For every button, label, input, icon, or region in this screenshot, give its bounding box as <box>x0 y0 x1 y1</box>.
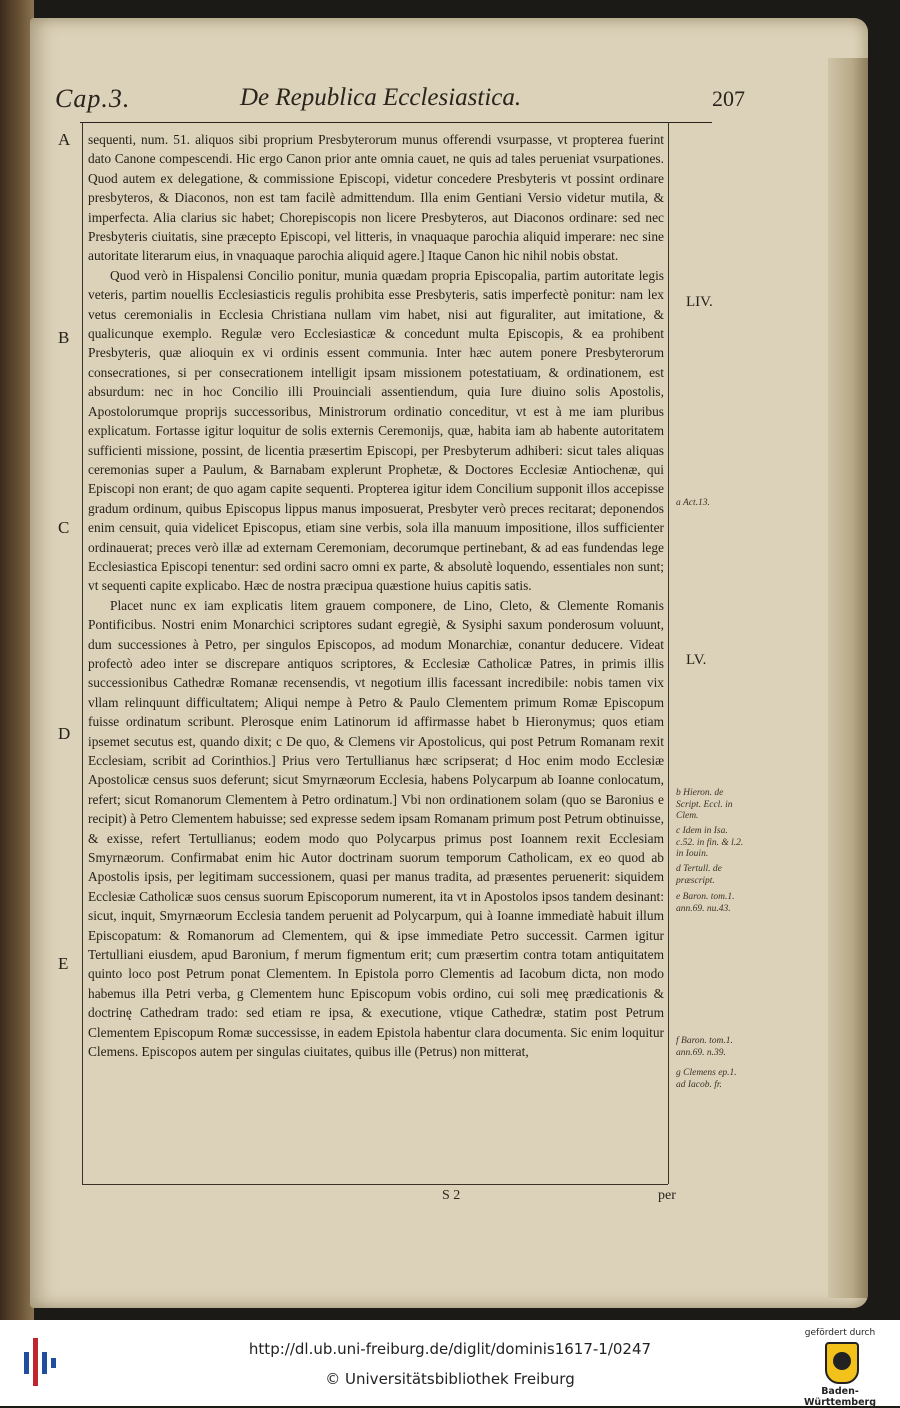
permalink-url[interactable]: http://dl.ub.uni-freiburg.de/diglit/dominis1617-1/0247 <box>248 1340 652 1358</box>
side-note-b: b Hieron. de Script. Eccl. in Clem. <box>676 788 733 821</box>
margin-number-liv: LIV. <box>686 294 713 310</box>
header-rule <box>80 122 712 123</box>
side-note-f: f Baron. tom.1. ann.69. n.39. <box>676 1036 733 1058</box>
section-letter-c: C <box>58 518 70 537</box>
side-note-a: a Act.13. <box>676 498 710 508</box>
footer-rule <box>82 1184 668 1185</box>
paragraph-3: Placet nunc ex iam explicatis litem grauem componere, de Lino, Cleto, & Clemente Romanis Pontificibus. Nostri enim Monarchici scriptores sudant egregiè, & Sysiphi saxum ponderosum voluunt, dum successiones à Petro, per singulos Episcopos, ad modum Monarchiæ, conantur deducere. Videat profectò adeo inter se discrepare antiquos scriptores, & Ecclesiæ Catholicæ Patres, in primis illis successionibus Cathedræ Romanæ recensendis, vt negotium illis facessant incredibile: nobis tamen vix vllam relinquunt difficultatem; Aliqui nempe à Petro & Paulo Clementem primum Romæ Episcopum fuisse ordinatum scribunt. Plerosque enim Latinorum id affirmasse habet b Hieronymus; quos etiam ipsemet secutus est, quando dixit; c De quo, & Clemens vir Apostolicus, qui post Petrum Romanam rexit Ecclesiam, scribit ad Corinthios.] Prius vero Tertullianus hæc scripserat; d Hoc enim modo Ecclesiæ Apostolicæ census suos deferunt; sicut Smyrnæorum Ecclesia, habens Polycarpum ab Ioanne conlocatum, refert; sicut Romanorum Clementem à Petro ordinatum.] Vbi non ordinationem solam (quo se Baronius e recipit) à Petro Clementem habuisse; sed expresse sedem ipsam Romanam primum post Petrum obtinuisse, & exisse, refert Tertullianus; eodem modo quo Polycarpus primus post Ioannem rexit Ecclesiam Smyrnæorum. Confirmabat enim hic Autor doctrinam suorum temporum Catholicam, ex eo quod ab Apostolis ipsis, per legitimam successionem, quasi per manus tradita, ad præsentes peruenerit: siquidem Ecclesiæ Catholicæ suos census suorum Episcoporum numerent, ita vt in Apostolos ipsos tandem desinant: sicut, inquit, Smyrnæorum Ecclesia tandem peruenit ad Polycarpum, qui à Ioanne immediatè habuit illum Episcopatum: & Romanorum ad Clementem, qui & ipse immediate Petro successit. Carmen igitur Tertulliani eiusdem, apud Baronium, f merum figmentum erit; cum præsertim contra totam antiquitatem quinto loco post Petrum ponat Clementem. In Epistola porro Clementis ad Iacobum dicta, non modo habemus illa Petri verba, g Clementem hunc Episcopum vobis ordino, cui soli meę prædicationis & doctrinę Cathedram trado: sed etiam re ipsa, & executione, vtique Cathedræ, statim post Petrum Clementem Episcopum Romæ successisse, in eadem Epistola habentur clara documenta. Sic enim loquitur Clemens. Episcopos autem per singulas ciuitates, quibus ille (Petrus) non mitterat, <box>88 597 664 1060</box>
book-spine <box>0 0 34 1320</box>
paragraph-1: sequenti, num. 51. aliquos sibi proprium Presbyterorum munus offerendi vsurpasse, vt propterea fuerint dato Canone compescendi. Hic ergo Canon prior ante omnia cauet, ne quis ad tales perueniat vsurpationes. Quod autem ex delegatione, & commissione Episcopi, videtur concedere Presbyteris vt possint ordinare presbyteros, & Diaconos, non est tam facilè admittendum. Illa enim Gentiani Versio videtur mutila, & imperfecta. Alia clarius sic habet; Chorepiscopis non licere Presbyteros, aut Diaconos ordinare: sed nec Presbyteris ciuitatis, sine præcepto Episcopi, vel litteris, in vnaquaque parochia aliquid imperare: nec sine autoritate literarum eius, in vnaquaque parochia aliquid agere.] Itaque Canon hic nihil nobis obstat. <box>88 132 664 264</box>
margin-number-lv: LV. <box>686 652 707 668</box>
side-note-c: c Idem in Isa. c.52. in fin. & l.2. in Iouin. <box>676 826 744 859</box>
viewer-footer <box>0 1320 900 1406</box>
catchword: per <box>658 1188 676 1203</box>
section-letter-b: B <box>58 328 70 347</box>
signature-mark: S 2 <box>442 1188 461 1203</box>
running-title: De Republica Ecclesiastica. <box>240 84 522 111</box>
section-letter-a: A <box>58 130 71 149</box>
section-letter-d: D <box>58 724 71 743</box>
sponsor-logo <box>790 1328 890 1408</box>
copyright-text: © Universitätsbibliothek Freiburg <box>325 1370 575 1388</box>
sponsor-label: gefördert durch <box>804 1328 876 1338</box>
lion-icon <box>833 1352 851 1370</box>
chapter-label: Cap.3. <box>55 84 131 113</box>
page-number: 207 <box>712 86 745 111</box>
crest-icon <box>825 1342 859 1384</box>
sponsor-name: Baden-Württemberg <box>803 1386 877 1408</box>
book-page <box>30 18 868 1308</box>
text-frame-right <box>668 122 669 1184</box>
running-header <box>55 84 745 118</box>
side-note-d: d Tertull. de præscript. <box>676 864 722 886</box>
section-letter-e: E <box>58 954 69 973</box>
page-edge <box>828 58 868 1298</box>
logo-bar-blue-3 <box>51 1358 56 1368</box>
side-note-e: e Baron. tom.1. ann.69. nu.43. <box>676 892 735 914</box>
side-note-g: g Clemens ep.1. ad Iacob. fr. <box>676 1068 737 1090</box>
body-text <box>88 130 664 1062</box>
paragraph-2: Quod verò in Hispalensi Concilio ponitur, munia quædam propria Episcopalia, partim autoritate legis veteris, partim nouellis Ecclesiasticis regulis prohibita esse Presbyteris, satis imperfectè ponitur: nam lex vetus ceremonialis in Ecclesia Christiana nullam vim habet, nisi aut figuraliter, aut imitatione, & qualicunque exemplo. Regulæ vero Ecclesiasticæ & concedunt multa Episcopis, & ea prohibent Presbyteris, quæ alioquin ex vi ordinis essent communia. Inter hæc autem ponere Presbyterorum consecrationes, si per consecrationem intelligit ipsam missionem potestatiuam, & ordinationem, est absurdum: nec in hoc Concilio illi Prouinciali assentiendum, quia Iure diuino solis Apostolis, Apostolorumque proprijs successoribus, Ministrorum ordinatio conceditur, vt est à me iam pluribus explicatum. Fortasse igitur loquitur de solis externis Ceremonijs, quæ, habita iam ab habente autoritatem sufficienti missione, possint, de licentia præsertim Episcopi, per Presbyterum adhiberi: sicut tales aliquas ceremonias super a Paulum, & Barnabam explerunt Prophetæ, & Doctores Ecclesiæ Antiochenæ, qui Episcopi non erant; de quo agam capite sequenti. Propterea igitur idem Concilium supponit illos accepisse gradum ordinum, quibus Episcopus lippus manus imposuerat, Presbyter verò preces recitarat; deponendos enim censuit, quia videlicet Episcopus, etiam sine verbis, sola illa manuum impositione, illos sufficienter ordinauerat; preces verò illæ ad externam Ceremoniam, decorumque pertinebant, & ad eas fundendas lege Ecclesiastica Episcopi tenentur: sed ordini sacro omni ex parte, & absolutè loquendo, essentiales non sunt; vt sequenti capite explicabo. Hæc de nostra præcipua quæstione huius capitis satis. <box>88 267 664 594</box>
text-frame-left <box>82 122 83 1184</box>
